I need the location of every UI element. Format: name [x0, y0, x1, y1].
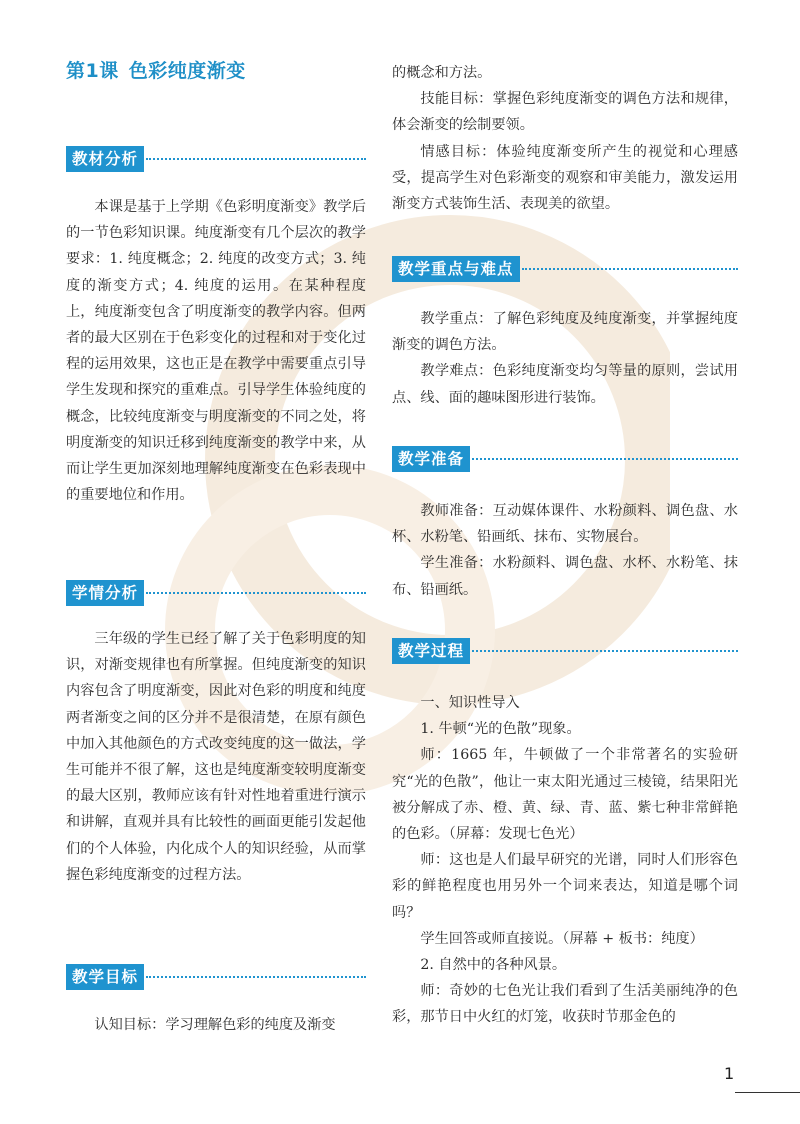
paragraph: 师：1665 年，牛顿做了一个非常著名的实验研究“光的色散”，他让一束太阳光通过三棱镜，结果阳光被分解成了赤、橙、黄、绿、青、蓝、紫七种非常鲜艳的色彩。（屏幕：发现七色光）	[392, 747, 738, 843]
dotted-divider	[146, 592, 366, 594]
process-text-block	[392, 690, 738, 1031]
lesson-number: 第1课	[66, 60, 119, 82]
paragraph: 技能目标：掌握色彩纯度渐变的调色方法和规律，体会渐变的绘制要领。	[392, 91, 738, 134]
paragraph: 一、知识性导入	[420, 695, 520, 711]
page-number: 1	[724, 1064, 735, 1083]
footer-rule	[735, 1092, 800, 1093]
dotted-divider	[146, 976, 366, 978]
dotted-divider	[472, 458, 738, 460]
dotted-divider	[472, 650, 738, 652]
paragraph: 1. 牛顿“光的色散”现象。	[420, 721, 581, 738]
paragraph: 认知目标：学习理解色彩的纯度及渐变	[94, 1017, 336, 1033]
students-text-block	[66, 626, 366, 888]
paragraph: 师：奇妙的七色光让我们看到了生活美丽纯净的色彩，那节日中火红的灯笼，收获时节那金色的	[392, 983, 738, 1026]
section-label: 学情分析	[66, 580, 144, 606]
section-label: 教材分析	[66, 146, 144, 172]
paragraph: 三年级的学生已经了解了关于色彩明度的知识，对渐变规律也有所掌握。但纯度渐变的知识内容包含了明度渐变，因此对色彩的明度和纯度两者渐变之间的区分并不是很清楚，在原有颜色中加入其他颜色的方式改变纯度的这一做法，学生可能并不很了解，这也是纯度渐变较明度渐变的最大区别，教师应该有针对性地着重进行演示和讲解，直观并具有比较性的画面更能引发起他们的个人体验，内化成个人的知识经验，从而掌握色彩纯度渐变的过程方法。	[66, 631, 366, 883]
paragraph: 师：这也是人们最早研究的光谱，同时人们形容色彩的鲜艳程度也用另外一个词来表达，知道是哪个词吗？	[392, 852, 738, 921]
section-heading-analysis	[66, 146, 366, 172]
keypoints-text-block	[392, 306, 738, 411]
dotted-divider	[522, 268, 738, 270]
lesson-title	[66, 56, 246, 83]
section-heading-preparation	[392, 446, 738, 472]
paragraph: 教学难点：色彩纯度渐变均匀等量的原则，尝试用点、线、面的趣味图形进行装饰。	[392, 363, 738, 406]
section-label: 教学过程	[392, 638, 470, 664]
section-heading-process	[392, 638, 738, 664]
paragraph: 学生回答或师直接说。（屏幕 + 板书：纯度）	[420, 930, 704, 947]
section-label: 教学准备	[392, 446, 470, 472]
paragraph: 教学重点：了解色彩纯度及纯度渐变，并掌握纯度渐变的调色方法。	[392, 311, 738, 354]
paragraph: 教师准备：互动媒体课件、水粉颜料、调色盘、水杯、水粉笔、铅画纸、抹布、实物展台。	[392, 503, 738, 546]
analysis-text-block	[66, 194, 366, 508]
paragraph: 情感目标：体验纯度渐变所产生的视觉和心理感受，提高学生对色彩渐变的观察和审美能力，激发运用渐变方式装饰生活、表现美的欲望。	[392, 143, 738, 213]
paragraph: 2. 自然中的各种风景。	[420, 957, 567, 974]
section-label: 教学重点与难点	[392, 256, 520, 282]
section-heading-students	[66, 580, 366, 606]
paragraph: 的概念和方法。	[392, 65, 492, 81]
section-label: 教学目标	[66, 964, 144, 990]
paragraph: 本课是基于上学期《色彩明度渐变》教学后的一节色彩知识课。纯度渐变有几个层次的教学要求：1. 纯度概念；2. 纯度的改变方式；3. 纯度的渐变方式；4. 纯度的运用。在某种程度上，纯度渐变包含了明度渐变的教学内容。但两者的最大区别在于色彩变化的过程和对于变化过程的运用效果，这也正是在教学中需要重点引导学生发现和探究的重难点。引导学生体验纯度的概念，比较纯度渐变与明度渐变的不同之处，将明度渐变的知识迁移到纯度渐变的教学中来，从而让学生更加深刻地理解纯度渐变在色彩表现中的重要地位和作用。	[66, 199, 366, 504]
dotted-divider	[146, 158, 366, 160]
lesson-name: 色彩纯度渐变	[128, 60, 246, 82]
preparation-text-block	[392, 498, 738, 603]
section-heading-keypoints	[392, 256, 738, 282]
goals-text-block	[66, 1012, 366, 1038]
goals-continued-block	[392, 60, 738, 217]
section-heading-goals	[66, 964, 366, 990]
paragraph: 学生准备：水粉颜料、调色盘、水杯、水粉笔、抹布、铅画纸。	[392, 555, 738, 598]
